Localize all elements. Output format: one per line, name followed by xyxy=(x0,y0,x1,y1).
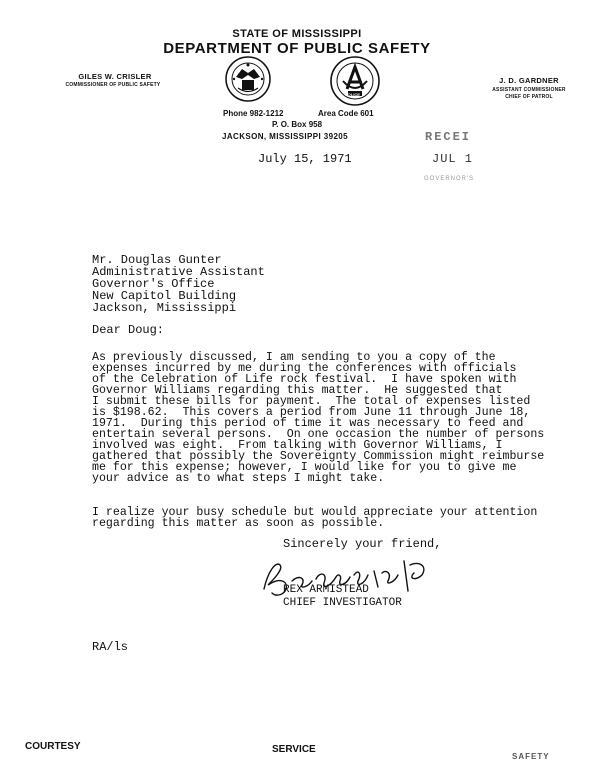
address-line: New Capitol Building xyxy=(92,289,237,303)
address-line: Jackson, Mississippi xyxy=(92,301,237,315)
salutation: Dear Doug: xyxy=(92,323,165,337)
paragraph-line: I submit these bills for payment. The total of expenses listed xyxy=(92,395,531,408)
assistant-commissioner-title: ASSISTANT COMMISSIONER xyxy=(492,87,566,93)
address-line: Governor's Office xyxy=(92,277,215,291)
stamp-office-text: GOVERNOR'S xyxy=(424,176,475,182)
body-paragraph-2 xyxy=(92,507,542,529)
body-paragraph-1 xyxy=(92,351,545,485)
paragraph-line: expenses incurred by me during the conferences with officials xyxy=(92,362,517,375)
paragraph-line: I realize your busy schedule but would appreciate your attention xyxy=(92,506,538,519)
letterhead-department: DEPARTMENT OF PUBLIC SAFETY xyxy=(163,40,431,57)
stamp-received-text: RECEI xyxy=(425,130,472,144)
paragraph-line: As previously discussed, I am sending to you a copy of the xyxy=(92,351,496,364)
paragraph-line: of the Celebration of Life rock festival. I have spoken with xyxy=(92,373,517,386)
footer-service: SERVICE xyxy=(272,744,316,755)
signer-name: REX ARMISTEAD xyxy=(283,584,369,596)
paragraph-line: me for this expense; however, I would like for you to give me xyxy=(92,461,517,474)
city-address: JACKSON, MISSISSIPPI 39205 xyxy=(222,132,349,141)
footer-safety: SAFETY xyxy=(512,752,550,761)
paragraph-line: involved was eight. From talking with Governor Williams, I xyxy=(92,439,503,452)
closing: Sincerely your friend, xyxy=(283,537,442,551)
signer-title: CHIEF INVESTIGATOR xyxy=(283,597,402,609)
received-stamp xyxy=(420,130,530,200)
letterhead-state: STATE OF MISSISSIPPI xyxy=(232,28,362,40)
po-box: P. O. Box 958 xyxy=(271,120,323,129)
paragraph-line: your advice as to what steps I might take. xyxy=(92,472,385,485)
footer-courtesy: COURTESY xyxy=(25,741,81,752)
commissioner-title: COMMISSIONER OF PUBLIC SAFETY xyxy=(65,82,161,88)
paragraph-line: entertain several persons. On one occasion the number of persons xyxy=(92,428,545,441)
paragraph-line: regarding this matter as soon as possible. xyxy=(92,517,385,530)
chief-of-patrol-title: CHIEF OF PATROL xyxy=(505,94,553,100)
address-line: Administrative Assistant xyxy=(92,265,265,279)
state-seal-icon xyxy=(224,55,272,103)
paragraph-line: is $198.62. This covers a period from June 11 through June 18, xyxy=(92,406,531,419)
paragraph-line: Governor Williams regarding this matter. He suggested that xyxy=(92,384,503,397)
patrol-badge-icon xyxy=(329,55,381,107)
stamp-date-text: JUL 1 xyxy=(432,152,474,166)
phone-number: Phone 982-1212 xyxy=(223,109,284,118)
area-code: Area Code 601 xyxy=(318,109,374,118)
commissioner-name: GILES W. CRISLER xyxy=(78,72,152,81)
paragraph-line: gathered that possibly the Sovereignty Commission might reimburse xyxy=(92,450,545,463)
address-line: Mr. Douglas Gunter xyxy=(92,253,222,267)
assistant-commissioner-name: J. D. GARDNER xyxy=(499,76,559,85)
paragraph-line: 1971. During this period of time it was necessary to feed and xyxy=(92,417,524,430)
typist-initials: RA/ls xyxy=(92,640,129,654)
letter-date: July 15, 1971 xyxy=(258,152,352,166)
badge-police-text: POLICE xyxy=(345,92,360,97)
recipient-address xyxy=(92,254,265,314)
